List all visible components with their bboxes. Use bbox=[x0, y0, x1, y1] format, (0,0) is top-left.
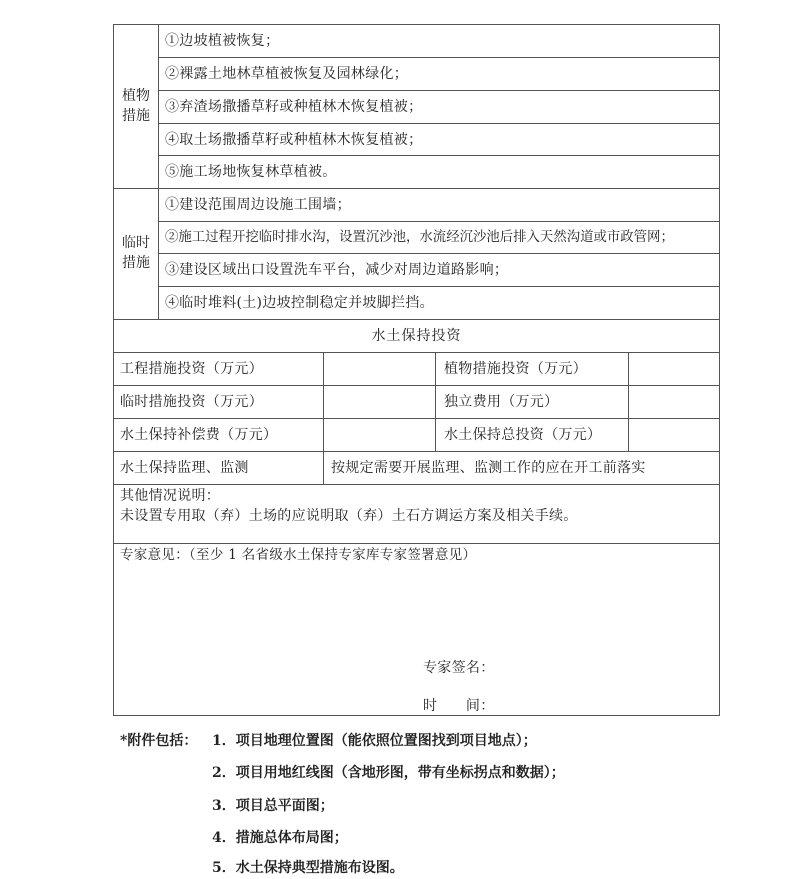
attachment-item: 5．水土保持典型措施布设图。 bbox=[212, 860, 404, 876]
attachment-item: 4．措施总体布局图； bbox=[212, 830, 348, 846]
supervision-value: 按规定需要开展监理、监测工作的应在开工前落实 bbox=[331, 460, 646, 476]
column-divider bbox=[628, 352, 629, 451]
column-divider bbox=[323, 352, 324, 484]
plant-measure-item: ②裸露土地林草植被恢复及园林绿化； bbox=[165, 66, 409, 82]
row-divider bbox=[113, 484, 720, 485]
row-divider bbox=[158, 57, 720, 58]
plant-measure-item: ④取土场撒播草籽或种植林木恢复植被； bbox=[165, 132, 423, 148]
plant-measures-label: 植物 措施 bbox=[122, 88, 150, 124]
investment-header: 水土保持投资 bbox=[371, 328, 462, 344]
row-divider bbox=[113, 543, 720, 544]
plant-investment-label: 植物措施投资（万元） bbox=[444, 361, 587, 377]
section-divider bbox=[113, 319, 720, 320]
supervision-label: 水土保持监理、监测 bbox=[120, 460, 249, 476]
column-divider bbox=[435, 352, 436, 451]
attachment-item: 3．项目总平面图； bbox=[212, 798, 334, 814]
attachments-intro: *附件包括： bbox=[120, 733, 198, 749]
row-divider bbox=[158, 123, 720, 124]
engineering-investment-label: 工程措施投资（万元） bbox=[120, 361, 263, 377]
plant-measure-item: ⑤施工场地恢复林草植被。 bbox=[165, 164, 337, 180]
compensation-fee-label: 水土保持补偿费（万元） bbox=[120, 427, 278, 443]
temporary-investment-label: 临时措施投资（万元） bbox=[120, 394, 263, 410]
temporary-measure-item: ②施工过程开挖临时排水沟，设置沉沙池，水流经沉沙池后排入天然沟道或市政管网； bbox=[165, 230, 674, 245]
plant-measure-item: ①边坡植被恢复； bbox=[165, 33, 280, 49]
row-divider bbox=[113, 451, 720, 452]
other-notes-title: 其他情况说明： bbox=[120, 488, 221, 504]
total-investment-label: 水土保持总投资（万元） bbox=[444, 427, 602, 443]
temporary-measure-item: ①建设范围周边设施工围墙； bbox=[165, 197, 351, 213]
row-divider bbox=[158, 253, 720, 254]
temporary-measure-item: ③建设区域出口设置洗车平台，减少对周边道路影响； bbox=[165, 262, 509, 278]
row-divider bbox=[158, 286, 720, 287]
row-divider bbox=[158, 90, 720, 91]
expert-opinion-label: 专家意见：（至少 1 名省级水土保持专家库专家签署意见） bbox=[120, 547, 477, 563]
expert-signature-label: 专家签名： bbox=[423, 660, 495, 676]
other-notes-text: 未设置专用取（弃）土场的应说明取（弃）土石方调运方案及相关手续。 bbox=[120, 508, 578, 524]
expert-date-label: 时 间： bbox=[423, 698, 495, 714]
row-divider bbox=[158, 221, 720, 222]
label-column-divider bbox=[158, 24, 159, 320]
temporary-measure-item: ④临时堆料(土)边坡控制稳定并坡脚拦挡。 bbox=[165, 295, 434, 311]
independent-cost-label: 独立费用（万元） bbox=[444, 394, 559, 410]
temporary-measures-label: 临时 措施 bbox=[122, 235, 150, 271]
plant-measure-item: ③弃渣场撒播草籽或种植林木恢复植被； bbox=[165, 99, 423, 115]
attachment-item: 2．项目用地红线图（含地形图，带有坐标拐点和数据）； bbox=[212, 765, 565, 781]
attachment-item: 1．项目地理位置图（能依照位置图找到项目地点）； bbox=[212, 733, 537, 749]
section-divider bbox=[113, 188, 720, 189]
row-divider bbox=[158, 155, 720, 156]
